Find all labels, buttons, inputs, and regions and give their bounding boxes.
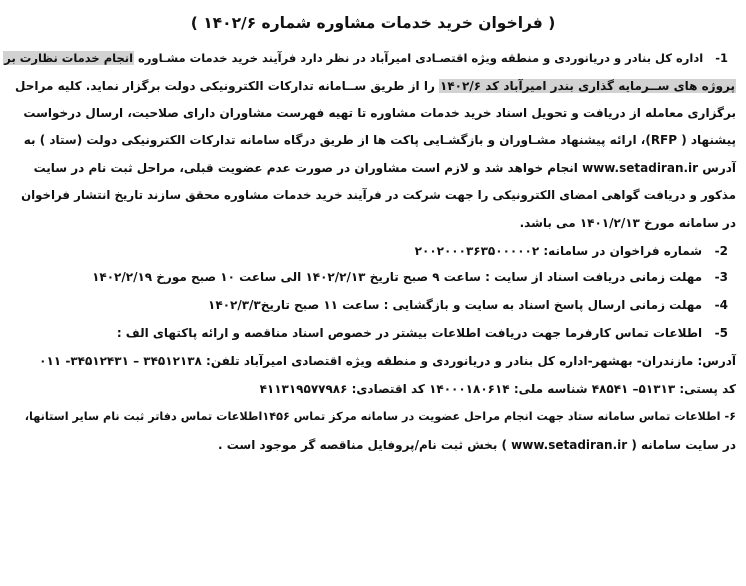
item1-highlight-2: پروژه های ســرمایه گذاری بندر امیرآباد کد ۱۴۰۲/۶ xyxy=(440,79,735,93)
item2-number: 2- xyxy=(714,244,728,258)
postal-line: کد پستی: ۵۱۳۱۳– ۴۸۵۴۱ شناسه ملی: ۱۴۰۰۰۱۸۰۶۱۴ کد اقتصادی: ۴۱۱۳۱۹۵۷۷۹۸۶ xyxy=(259,382,736,396)
item5-line xyxy=(117,320,728,346)
item1-line4: پیشنهاد ( RFP)، ارائه پیشنهاد مشـاوران و بازگشـایی پاکت ها از طریق درگاه سامانه تدارکات الکترونیکی دولت (ستاد ) به xyxy=(23,133,736,147)
item6-line1: ۶- اطلاعات تماس سامانه ستاد جهت انجام مراحل عضویت در سامانه مرکز تماس ۱۴۵۶اطلاعات تماس دفاتر ثبت نام سایر استانها، xyxy=(24,410,736,423)
address-line: آدرس: مازندران- بهشهر-اداره کل بنادر و دریانوردی و منطقه ویژه اقتصادی امیرآباد تلفن: ۳۴۵۱۲۱۳۸ – ۳۴۵۱۲۴۳۱- ۰۱۱ xyxy=(39,354,736,368)
item1-line2 xyxy=(15,73,736,99)
item1-line2-text: را از طریق ســامانه تدارکات الکترونیکی دولت برگزار نماید. کلیه مراحل xyxy=(15,79,440,93)
item3-line xyxy=(92,264,728,290)
item5-text: اطلاعات تماس کارفرما جهت دریافت اطلاعات بیشتر در خصوص اسناد مناقصه و ارائه پاکتهای الف : xyxy=(116,326,703,340)
item1-line1 xyxy=(3,45,728,71)
item3-number: 3- xyxy=(714,270,728,284)
item4-text: مهلت زمانی ارسال پاسخ اسناد به سایت و بازگشایی : ساعت ۱۱ صبح تاریخ۱۴۰۲/۳/۳ xyxy=(208,298,703,312)
item1-line7: در سامانه مورخ ۱۴۰۱/۲/۱۳ می باشد. xyxy=(519,216,736,230)
page-title: ( فراخوان خرید خدمات مشاوره شماره ۱۴۰۲/۶ ) xyxy=(190,14,556,32)
item1-line3: برگزاری معامله از دریافت و تحویل اسناد خرید خدمات مشاوره تا تهیه فهرست مشاوران دارای صلاحیت، ارسال درخواست xyxy=(23,106,736,120)
item3-text: مهلت زمانی دریافت اسناد از سایت : ساعت ۹ صبح تاریخ ۱۴۰۲/۲/۱۳ الی ساعت ۱۰ صبح مورخ ۱۴۰۲/۲/۱۹ xyxy=(92,270,703,284)
item1-number: 1- xyxy=(715,51,728,65)
item4-number: 4- xyxy=(714,298,728,312)
item6-line2: در سایت سامانه ( www.setadiran.ir ) بخش ثبت نام/پروفایل مناقصه گر موجود است . xyxy=(217,438,736,452)
item1-line1-text: اداره کل بنادر و دریانوردی و منطقه ویژه اقتصـادی امیرآباد در نظر دارد فرآیند خرید خدمات مشـاوره xyxy=(134,51,704,65)
item1-highlight-1: انجام خدمات نظارت بر xyxy=(4,51,134,65)
item2-line xyxy=(415,238,728,264)
item5-number: 5- xyxy=(714,326,728,340)
item1-line5: آدرس www.setadiran.ir انجام خواهد شد و لازم است مشاوران در صورت عدم عضویت قبلی، مراحل ثبت نام در سایت xyxy=(33,161,736,175)
item1-line6: مذکور و دریافت گواهی امضای الکترونیکی را جهت شرکت در فرآیند خرید خدمات مشاوره محقق سازند تاریخ انتشار فراخوان xyxy=(21,188,736,202)
item4-line xyxy=(208,292,728,318)
item2-text: شماره فراخوان در سامانه: ۲۰۰۲۰۰۰۳۶۳۵۰۰۰۰۰۲ xyxy=(414,244,703,258)
